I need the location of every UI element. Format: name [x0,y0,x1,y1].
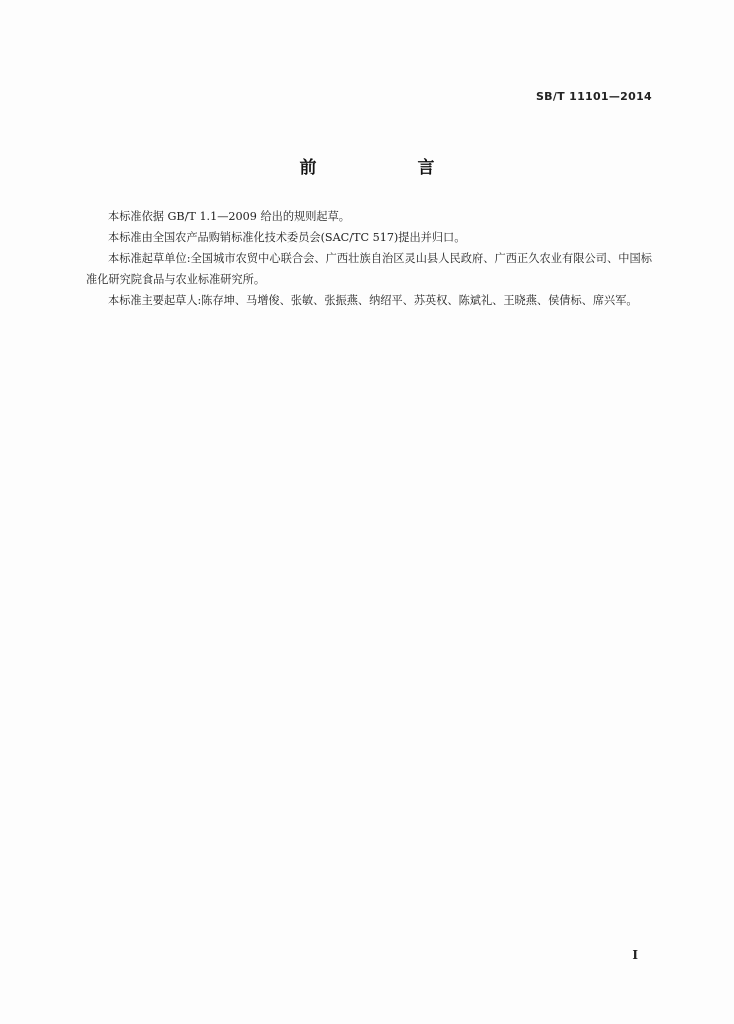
paragraph-drafting-rules: 本标准依据 GB/T 1.1—2009 给出的规则起草。 [108,210,350,223]
page-title: 前 言 [299,158,477,178]
standard-code: SB/T 11101—2014 [535,90,652,103]
foreword-body [86,206,652,311]
paragraph-drafting-units: 本标准起草单位:全国城市农贸中心联合会、广西壮族自治区灵山县人民政府、广西正久农业有限公司、中国标准化研究院食品与农业标准研究所。 [86,252,652,286]
page-number: I [632,948,638,962]
paragraph-drafters: 本标准主要起草人:陈存坤、马增俊、张敏、张振燕、纳绍平、苏英权、陈斌礼、王晓燕、侯倩标、席兴军。 [108,294,638,307]
paragraph-proposer: 本标准由全国农产品购销标准化技术委员会(SAC/TC 517)提出并归口。 [108,231,466,244]
